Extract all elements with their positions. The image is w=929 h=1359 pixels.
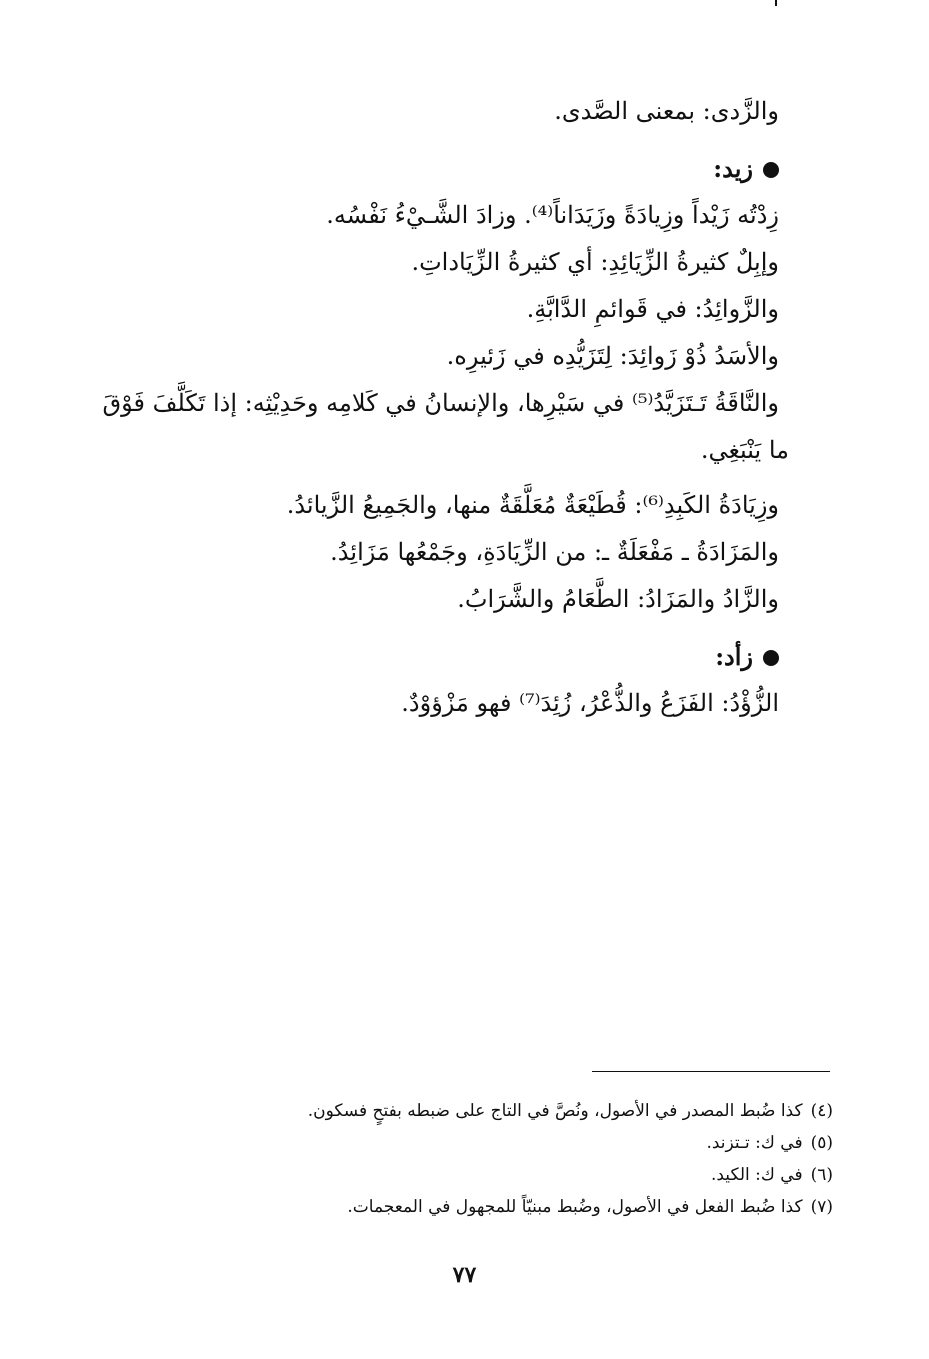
heading-text: زأد:	[715, 642, 753, 671]
entry-line-continuation: ما يَنْبَغِي.	[700, 436, 789, 464]
bullet-icon	[763, 650, 779, 666]
section-heading-zaad	[79, 633, 779, 680]
footnote-text: كذا ضُبط الفعل في الأصول، وضُبط مبنيّاً للمجهول في المعجمات.	[347, 1197, 803, 1217]
footnote-number: (٥)	[810, 1133, 833, 1153]
entry-line: الزُّؤْدُ: الفَزَعُ والذُّعْرُ، زُئِدَ⁽⁷⁾ فهو مَزْؤوْدٌ.	[401, 689, 779, 717]
entry-line: والأسَدُ ذُوْ زَوائِدَ: لِتَزَيُّدِه في زَئيرِه.	[446, 342, 779, 370]
footnote-number: (٤)	[810, 1101, 833, 1121]
footnote-number: (٦)	[810, 1165, 833, 1185]
footnote	[153, 1127, 833, 1159]
entry-line: زِدْتُه زَيْداً وزِيادَةً وزَيَدَاناً⁽⁴⁾. وزادَ الشَّـيْءُ نَفْسُه.	[326, 201, 779, 229]
footnote-divider	[592, 1071, 830, 1072]
entry-zada: والزَّدى: بمعنى الصَّدى.	[554, 97, 779, 125]
bullet-icon	[763, 162, 779, 178]
footnotes	[153, 1095, 833, 1223]
entry-line: والنَّاقَةُ تَـتَزَيَّدُ⁽⁵⁾ في سَيْرِها، والإنسانُ في كَلامِه وحَدِيْثِه: إذا تَكَلَّفَ فَوْقَ	[102, 389, 779, 417]
entry-line: وإبِلٌ كثيرةُ الزِّيَائِدِ: أي كثيرةُ الزِّيَاداتِ.	[411, 248, 779, 276]
corner-mark	[775, 0, 777, 6]
heading-text: زيد:	[713, 154, 753, 183]
entry-line: والمَزَادَةُ ـ مَفْعَلَةٌ ـ: من الزِّيَادَةِ، وجَمْعُها مَزَائِدُ.	[330, 538, 779, 566]
footnote	[153, 1095, 833, 1127]
footnote-number: (٧)	[810, 1197, 833, 1217]
footnote	[153, 1159, 833, 1191]
footnote	[153, 1191, 833, 1223]
entry-line: والزَّادُ والمَزَادُ: الطَّعَامُ والشَّرَابُ.	[457, 585, 779, 613]
footnote-text: كذا ضُبط المصدر في الأصول، ونُصَّ في التاج على ضبطه بفتحٍ فسكون.	[307, 1101, 803, 1121]
footnote-text: في ك: تـتزند.	[706, 1133, 803, 1153]
entry-line: وزِيَادَةُ الكَبِدِ⁽⁶⁾: قُطَيْعَةٌ مُعَلَّقَةٌ منها، والجَمِيعُ الزَّيائدُ.	[286, 491, 779, 519]
main-text	[79, 88, 789, 727]
entry-line: والزَّوائِدُ: في قَوائمِ الدَّابَّةِ.	[526, 295, 779, 323]
page-number: ٧٧	[452, 1262, 477, 1288]
section-heading-zayd	[79, 145, 779, 192]
footnote-text: في ك: الكيد.	[710, 1165, 803, 1185]
